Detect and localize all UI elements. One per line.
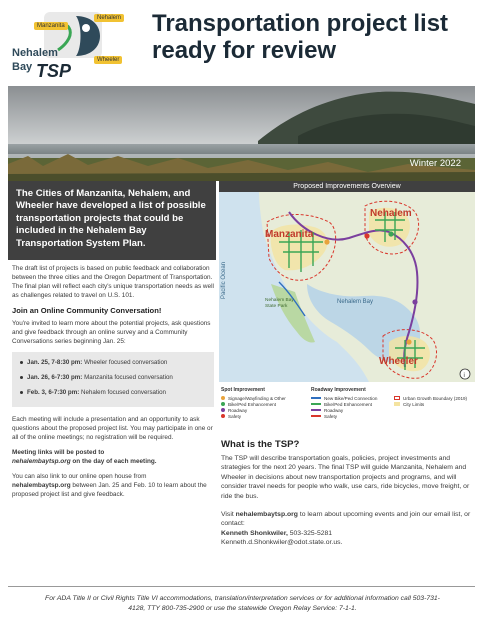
logo-town-manzanita: Manzanita xyxy=(34,22,68,30)
meeting-date-item xyxy=(20,373,208,382)
new-connection-swatch-icon xyxy=(311,397,321,399)
visit-text-tail: to learn about upcoming events and join our email list, or contact: xyxy=(221,510,471,528)
links-site-link[interactable]: nehalembaytsp.org xyxy=(12,458,71,465)
roadway-swatch-icon xyxy=(221,408,225,412)
legend-label: City Limits xyxy=(403,401,425,407)
map-label-ocean: Pacific Ocean xyxy=(221,261,227,299)
open-house-site-link[interactable]: nehalembaytsp.org xyxy=(12,482,71,489)
legend-label: Roadway xyxy=(228,407,248,413)
city-limits-swatch-icon xyxy=(394,402,400,406)
links-heading: Meeting links will be posted to xyxy=(12,449,105,456)
contact-email[interactable]: Kenneth.d.Shonkwiler@odot.state.or.us. xyxy=(221,539,343,547)
legend-roadway-column xyxy=(311,387,377,419)
map-header: Proposed Improvements Overview xyxy=(219,181,475,192)
page-header xyxy=(0,0,483,86)
meeting-date: Jan. 25, 7-8:30 pm: xyxy=(27,359,83,366)
bullet-icon xyxy=(20,391,23,394)
legend-label: Roadway xyxy=(324,407,344,413)
tsp-logo xyxy=(6,6,132,82)
visit-text: Visit xyxy=(221,510,234,518)
legend-item xyxy=(394,401,467,407)
info-icon-glyph: i xyxy=(463,373,465,379)
legend-label: Signage/Wayfinding & Other xyxy=(228,395,286,401)
improvements-map-panel xyxy=(219,181,475,428)
legend-label: Safety xyxy=(228,413,242,419)
legend-label: New Bike/Ped Connection xyxy=(324,395,378,401)
bikeped-line-swatch-icon xyxy=(311,403,321,405)
meeting-date: Feb. 3, 6-7:30 pm: xyxy=(27,389,80,396)
map-label-park: Nehalem Bay State Park xyxy=(265,298,294,309)
map-legend xyxy=(219,383,475,428)
bullet-icon xyxy=(20,376,23,379)
accessibility-footer: For ADA Title II or Civil Rights Title VI accommodations, translation/interpretation services or for additional information call 503-731-4128, TTY 800-735-2900 or use the statewide Oregon Relay Service: 7-1-1. xyxy=(45,595,440,612)
logo-name: Nehalem xyxy=(12,47,58,59)
spot-bikeped-marker xyxy=(388,231,393,236)
right-column xyxy=(221,440,475,556)
map-label-bay: Nehalem Bay xyxy=(337,299,374,305)
open-house-text-a: You can also link to our online open house from xyxy=(12,473,147,480)
page-title: Transportation project list ready for review xyxy=(152,10,449,64)
legend-roadway-title: Roadway Improvement xyxy=(311,387,366,393)
meeting-date: Jan. 26, 6-7:30 pm: xyxy=(27,374,83,381)
logo-bay: Bay xyxy=(12,61,33,73)
what-is-tsp-heading: What is the TSP? xyxy=(221,439,300,450)
footer-divider xyxy=(8,586,475,587)
open-house-text-b: between Jan. 25 and Feb. 10 to learn about the proposed project list and give feedback. xyxy=(12,482,207,498)
signage-swatch-icon xyxy=(221,396,225,400)
meeting-details-paragraph: Each meeting will include a presentation and an opportunity to ask questions about the proposed project list. You may participate in one or all of the online meetings; no registration will be required. xyxy=(12,416,213,441)
logo-town-wheeler: Wheeler xyxy=(94,56,122,64)
meeting-date-item xyxy=(20,388,208,397)
intro-banner: The Cities of Manzanita, Nehalem, and Wheeler have developed a list of possible transportation projects that could be included in the Nehalem Bay Transportation System Plan. xyxy=(8,181,216,260)
tsp-site-link[interactable]: nehalembaytsp.org xyxy=(235,510,298,518)
meeting-topic: Nehalem focused conversation xyxy=(81,389,166,396)
spot-signage-marker xyxy=(324,239,329,244)
improvements-map xyxy=(219,192,475,382)
contact-paragraph xyxy=(221,510,475,548)
map-label-wheeler: Wheeler xyxy=(379,356,418,367)
open-house-paragraph xyxy=(12,472,214,499)
tsp-description: The TSP will describe transportation goals, policies, project investments and strategies for the next 20 years. The final TSP will guide Manzanita, Nehalem and Wheeler in decisions about new transportation projects and programs, and will consider travel needs for people who walk, use cars, ride bicycles, move freight, or ride the bus. xyxy=(221,454,470,500)
intro-paragraph: The draft list of projects is based on public feedback and collaboration between the three cities and the Oregon Department of Transportation. The final plan will reflect each city's unique transportation needs as well as challenges related to travel on U.S. 101. xyxy=(12,265,214,299)
info-icon[interactable] xyxy=(460,369,470,379)
legend-spot-title: Spot Improvement xyxy=(221,387,265,393)
safety-line-swatch-icon xyxy=(311,415,321,417)
spot-safety-marker xyxy=(364,233,369,238)
legend-item xyxy=(394,395,467,401)
ugb-swatch-icon xyxy=(394,396,400,400)
legend-label: Bike/Ped Enhancement xyxy=(228,401,277,407)
spot-signage-marker xyxy=(406,339,411,344)
meeting-date-item xyxy=(20,358,208,367)
legend-item xyxy=(221,395,286,401)
coastline-photo xyxy=(8,86,475,181)
links-paragraph xyxy=(12,448,214,466)
legend-label: Safety xyxy=(324,413,338,419)
left-column xyxy=(12,264,214,505)
map-label-manzanita: Manzanita xyxy=(265,229,314,240)
contact-phone[interactable]: 503-325-5281 xyxy=(289,529,333,537)
season-label: Winter 2022 xyxy=(409,158,461,169)
links-tail: on the day of each meeting. xyxy=(72,458,157,465)
legend-boundary-column xyxy=(394,395,467,407)
legend-spot-column xyxy=(221,387,286,419)
logo-tsp: TSP xyxy=(36,61,72,81)
join-heading: Join an Online Community Conversation! xyxy=(12,306,162,315)
logo-town-nehalem: Nehalem xyxy=(94,14,124,22)
legend-label: Urban Growth Boundary (2019) xyxy=(403,395,468,401)
bullet-icon xyxy=(20,361,23,364)
meeting-topic: Wheeler focused conversation xyxy=(84,359,168,366)
safety-swatch-icon xyxy=(221,414,225,418)
map-label-nehalem: Nehalem xyxy=(370,208,412,219)
meeting-topic: Manzanita focused conversation xyxy=(84,374,173,381)
legend-label: Bike/Ped Enhancement xyxy=(324,401,373,407)
coastline-photo-image xyxy=(8,86,475,181)
spot-roadway-marker xyxy=(412,299,417,304)
invite-paragraph: You're invited to learn more about the potential projects, ask questions and give feedback through an online survey and a Community Conversations series beginning Jan. 25: xyxy=(12,320,211,345)
legend-item xyxy=(221,413,286,419)
legend-item xyxy=(311,413,377,419)
roadway-line-swatch-icon xyxy=(311,409,321,411)
bikeped-swatch-icon xyxy=(221,402,225,406)
contact-name: Kenneth Shonkwiler, xyxy=(221,529,288,537)
meeting-dates-list xyxy=(12,352,214,407)
